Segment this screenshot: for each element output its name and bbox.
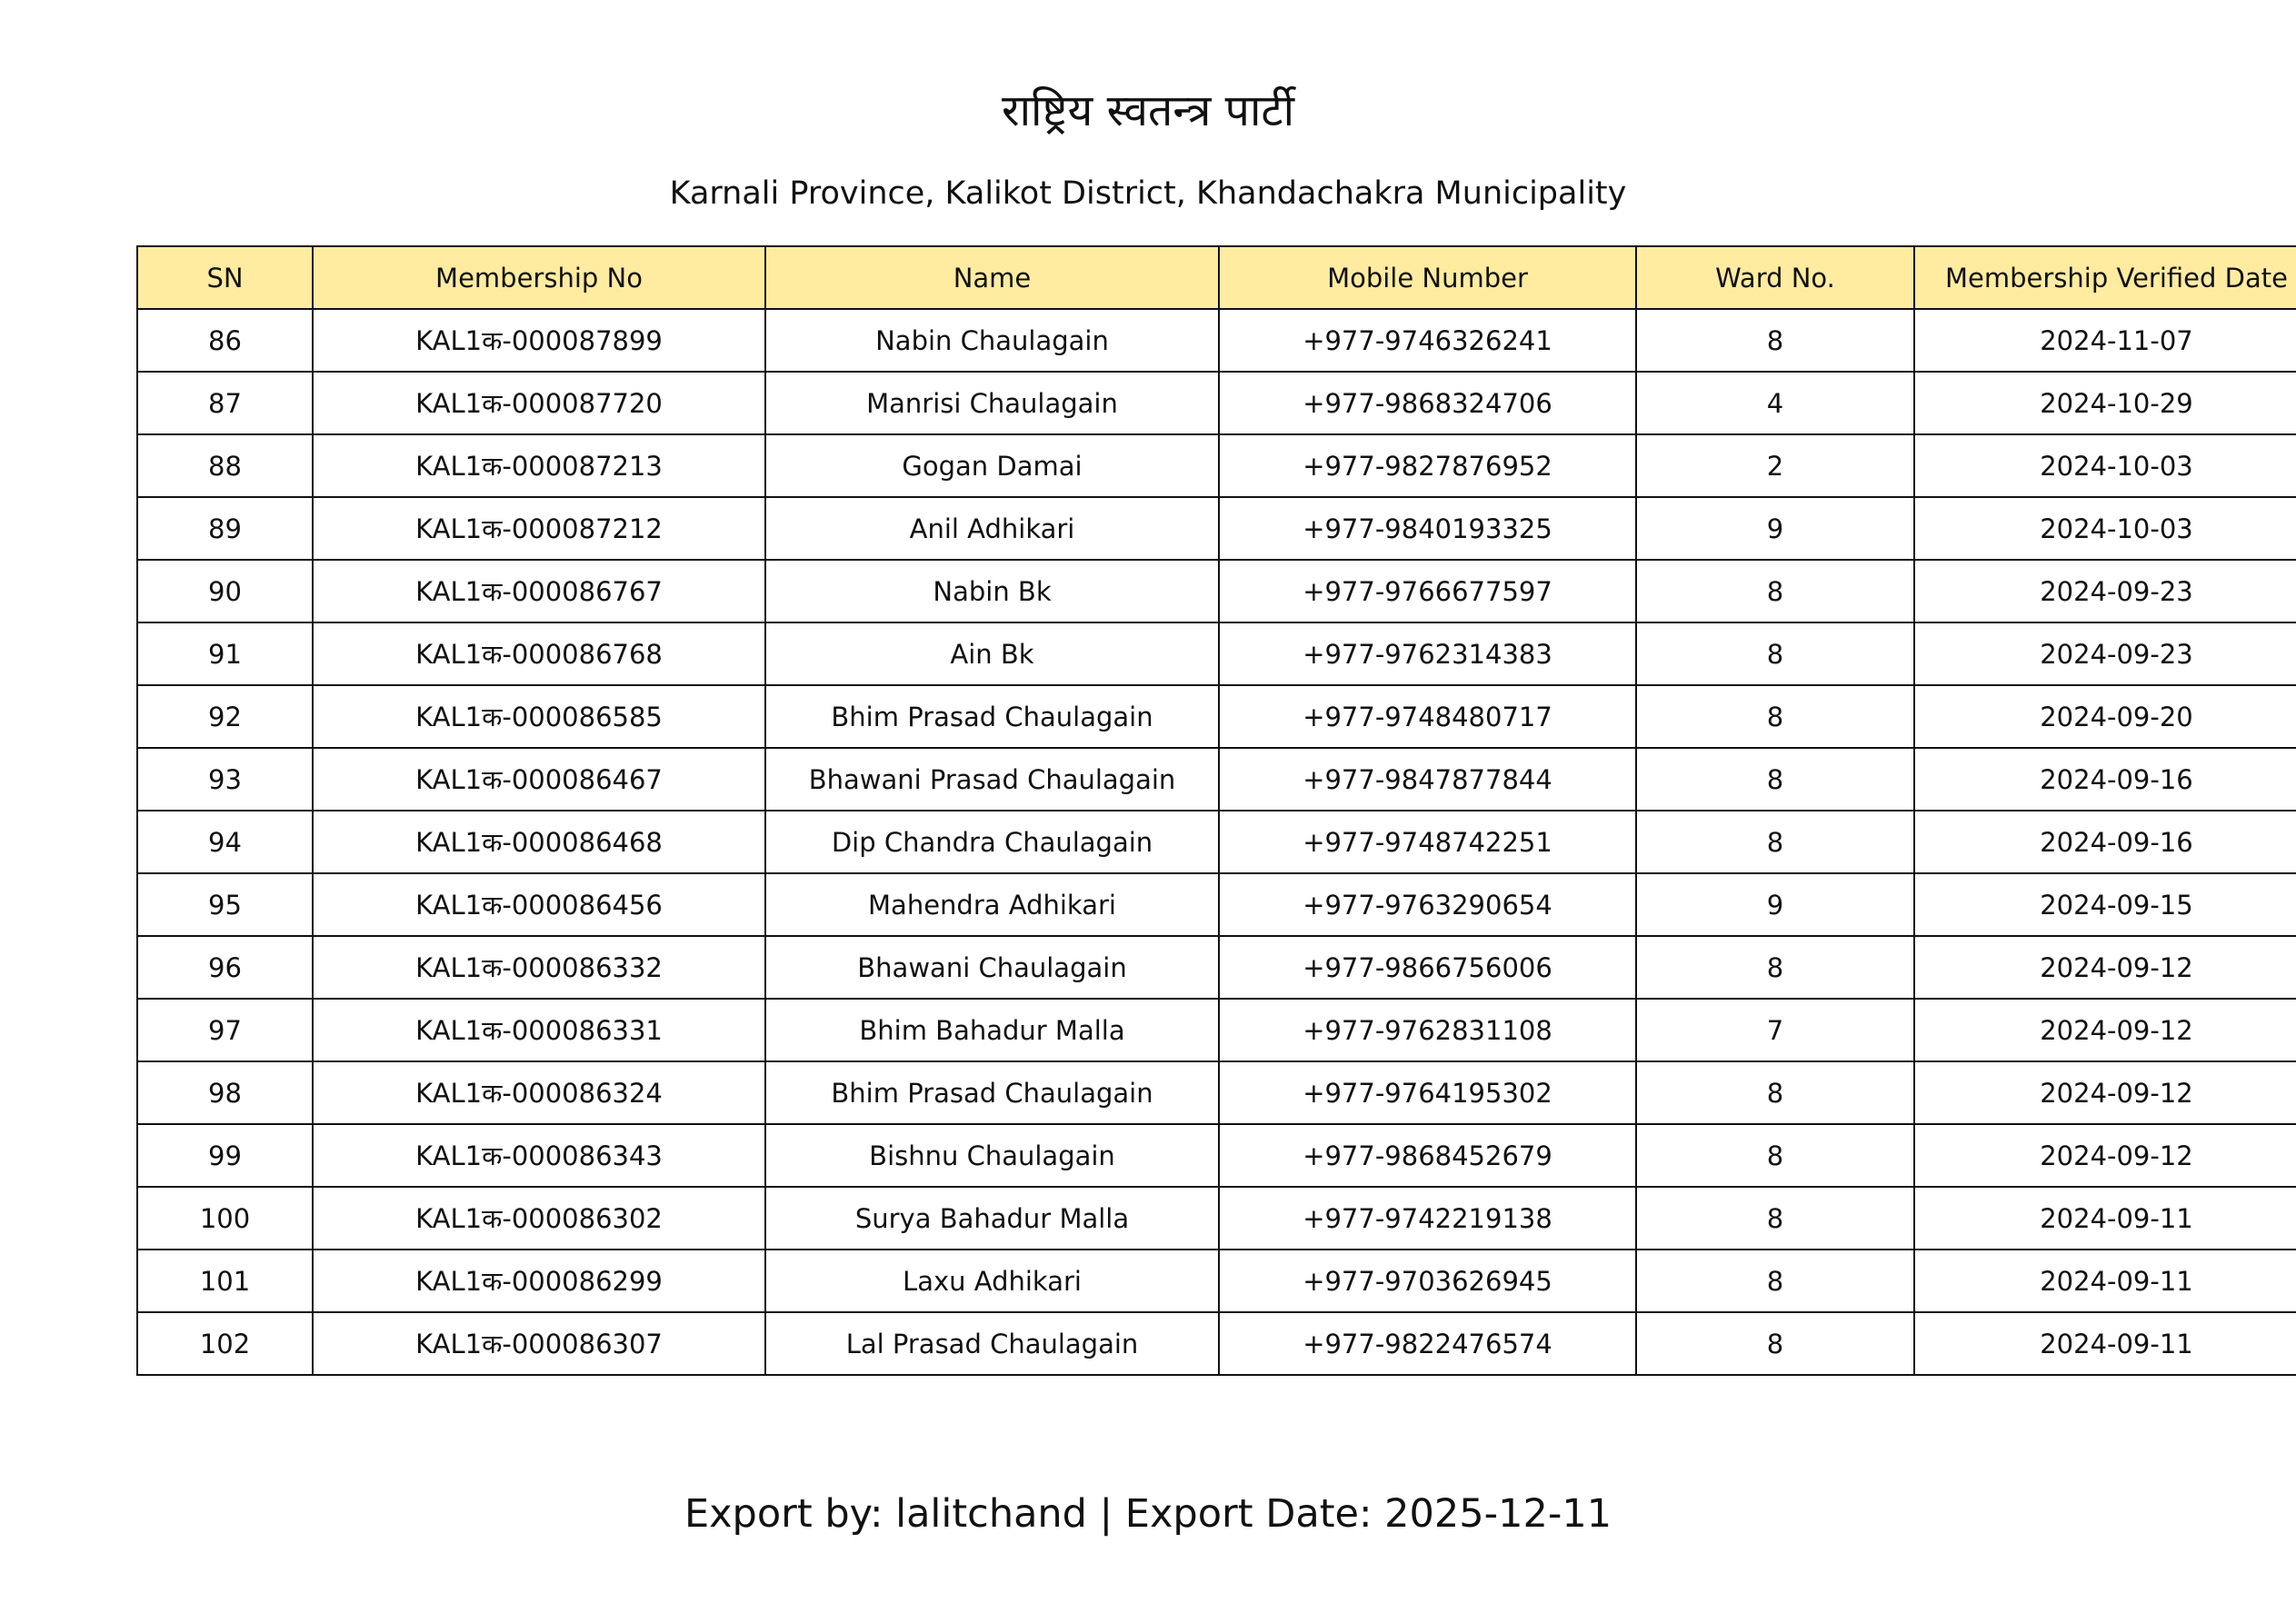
cell-membership-no: KAL1क-000087720 <box>313 372 765 434</box>
cell-mobile-number: +977-9762831108 <box>1219 999 1636 1061</box>
cell-verified-date: 2024-09-15 <box>1914 873 2296 936</box>
cell-verified-date: 2024-09-12 <box>1914 936 2296 999</box>
cell-name: Bhawani Chaulagain <box>765 936 1219 999</box>
cell-mobile-number: +977-9866756006 <box>1219 936 1636 999</box>
cell-ward-no: 7 <box>1636 999 1914 1061</box>
cell-mobile-number: +977-9847877844 <box>1219 748 1636 811</box>
cell-mobile-number: +977-9764195302 <box>1219 1061 1636 1124</box>
cell-sn: 90 <box>137 560 313 622</box>
cell-ward-no: 9 <box>1636 873 1914 936</box>
cell-mobile-number: +977-9827876952 <box>1219 434 1636 497</box>
cell-name: Bishnu Chaulagain <box>765 1124 1219 1187</box>
table-row <box>137 309 2296 372</box>
cell-name: Lal Prasad Chaulagain <box>765 1312 1219 1375</box>
cell-mobile-number: +977-9868452679 <box>1219 1124 1636 1187</box>
column-header-ward-no: Ward No. <box>1636 246 1914 309</box>
cell-mobile-number: +977-9822476574 <box>1219 1312 1636 1375</box>
table-row <box>137 1124 2296 1187</box>
cell-membership-no: KAL1क-000086467 <box>313 748 765 811</box>
table-row <box>137 560 2296 622</box>
cell-verified-date: 2024-09-16 <box>1914 811 2296 873</box>
cell-mobile-number: +977-9766677597 <box>1219 560 1636 622</box>
cell-sn: 99 <box>137 1124 313 1187</box>
column-header-sn: SN <box>137 246 313 309</box>
members-table <box>136 245 2296 1376</box>
table-body <box>137 309 2296 1375</box>
cell-name: Nabin Chaulagain <box>765 309 1219 372</box>
cell-verified-date: 2024-09-11 <box>1914 1187 2296 1250</box>
cell-name: Bhim Prasad Chaulagain <box>765 1061 1219 1124</box>
table-row <box>137 497 2296 560</box>
cell-verified-date: 2024-09-12 <box>1914 1124 2296 1187</box>
table-header-row <box>137 246 2296 309</box>
cell-ward-no: 8 <box>1636 1312 1914 1375</box>
cell-verified-date: 2024-09-11 <box>1914 1312 2296 1375</box>
table-row <box>137 1312 2296 1375</box>
cell-membership-no: KAL1क-000086332 <box>313 936 765 999</box>
table-row <box>137 873 2296 936</box>
page-subtitle: Karnali Province, Kalikot District, Khandachakra Municipality <box>669 175 1627 212</box>
cell-membership-no: KAL1क-000086767 <box>313 560 765 622</box>
column-header-name: Name <box>765 246 1219 309</box>
cell-membership-no: KAL1क-000087899 <box>313 309 765 372</box>
cell-mobile-number: +977-9746326241 <box>1219 309 1636 372</box>
cell-ward-no: 8 <box>1636 1124 1914 1187</box>
table-row <box>137 1250 2296 1312</box>
cell-mobile-number: +977-9840193325 <box>1219 497 1636 560</box>
cell-sn: 100 <box>137 1187 313 1250</box>
cell-name: Nabin Bk <box>765 560 1219 622</box>
cell-verified-date: 2024-09-16 <box>1914 748 2296 811</box>
cell-verified-date: 2024-11-07 <box>1914 309 2296 372</box>
cell-ward-no: 2 <box>1636 434 1914 497</box>
cell-verified-date: 2024-09-12 <box>1914 1061 2296 1124</box>
cell-name: Ain Bk <box>765 622 1219 685</box>
cell-sn: 102 <box>137 1312 313 1375</box>
cell-sn: 98 <box>137 1061 313 1124</box>
cell-verified-date: 2024-09-12 <box>1914 999 2296 1061</box>
cell-name: Bhim Prasad Chaulagain <box>765 685 1219 748</box>
cell-membership-no: KAL1क-000086468 <box>313 811 765 873</box>
cell-mobile-number: +977-9762314383 <box>1219 622 1636 685</box>
cell-membership-no: KAL1क-000086302 <box>313 1187 765 1250</box>
cell-name: Anil Adhikari <box>765 497 1219 560</box>
cell-name: Mahendra Adhikari <box>765 873 1219 936</box>
column-header-membership-no: Membership No <box>313 246 765 309</box>
page-title: राष्ट्रिय स्वतन्त्र पार्टी <box>1001 85 1295 136</box>
cell-membership-no: KAL1क-000086331 <box>313 999 765 1061</box>
cell-name: Gogan Damai <box>765 434 1219 497</box>
cell-verified-date: 2024-10-03 <box>1914 434 2296 497</box>
cell-ward-no: 8 <box>1636 560 1914 622</box>
cell-sn: 89 <box>137 497 313 560</box>
cell-membership-no: KAL1क-000086456 <box>313 873 765 936</box>
cell-ward-no: 8 <box>1636 1250 1914 1312</box>
cell-verified-date: 2024-09-20 <box>1914 685 2296 748</box>
cell-mobile-number: +977-9742219138 <box>1219 1187 1636 1250</box>
table-row <box>137 811 2296 873</box>
cell-membership-no: KAL1क-000086343 <box>313 1124 765 1187</box>
cell-mobile-number: +977-9748742251 <box>1219 811 1636 873</box>
cell-verified-date: 2024-10-29 <box>1914 372 2296 434</box>
cell-mobile-number: +977-9868324706 <box>1219 372 1636 434</box>
column-header-verified-date: Membership Verified Date <box>1914 246 2296 309</box>
cell-membership-no: KAL1क-000087213 <box>313 434 765 497</box>
cell-ward-no: 8 <box>1636 309 1914 372</box>
cell-sn: 86 <box>137 309 313 372</box>
cell-name: Manrisi Chaulagain <box>765 372 1219 434</box>
cell-ward-no: 8 <box>1636 622 1914 685</box>
table-row <box>137 685 2296 748</box>
cell-verified-date: 2024-10-03 <box>1914 497 2296 560</box>
table-row <box>137 622 2296 685</box>
cell-verified-date: 2024-09-23 <box>1914 622 2296 685</box>
cell-mobile-number: +977-9763290654 <box>1219 873 1636 936</box>
cell-membership-no: KAL1क-000086585 <box>313 685 765 748</box>
cell-mobile-number: +977-9703626945 <box>1219 1250 1636 1312</box>
cell-sn: 88 <box>137 434 313 497</box>
cell-membership-no: KAL1क-000086324 <box>313 1061 765 1124</box>
cell-verified-date: 2024-09-11 <box>1914 1250 2296 1312</box>
cell-verified-date: 2024-09-23 <box>1914 560 2296 622</box>
cell-membership-no: KAL1क-000087212 <box>313 497 765 560</box>
cell-sn: 97 <box>137 999 313 1061</box>
cell-membership-no: KAL1क-000086307 <box>313 1312 765 1375</box>
cell-sn: 94 <box>137 811 313 873</box>
cell-ward-no: 8 <box>1636 811 1914 873</box>
table-row <box>137 1187 2296 1250</box>
cell-membership-no: KAL1क-000086299 <box>313 1250 765 1312</box>
cell-name: Surya Bahadur Malla <box>765 1187 1219 1250</box>
cell-sn: 92 <box>137 685 313 748</box>
cell-ward-no: 8 <box>1636 1061 1914 1124</box>
cell-sn: 91 <box>137 622 313 685</box>
table-row <box>137 748 2296 811</box>
column-header-mobile-number: Mobile Number <box>1219 246 1636 309</box>
cell-ward-no: 9 <box>1636 497 1914 560</box>
cell-name: Laxu Adhikari <box>765 1250 1219 1312</box>
cell-name: Bhawani Prasad Chaulagain <box>765 748 1219 811</box>
cell-mobile-number: +977-9748480717 <box>1219 685 1636 748</box>
table-row <box>137 936 2296 999</box>
cell-ward-no: 4 <box>1636 372 1914 434</box>
table-row <box>137 1061 2296 1124</box>
cell-membership-no: KAL1क-000086768 <box>313 622 765 685</box>
cell-ward-no: 8 <box>1636 1187 1914 1250</box>
cell-sn: 87 <box>137 372 313 434</box>
export-footer: Export by: lalitchand | Export Date: 2025-12-11 <box>684 1491 1612 1537</box>
table-row <box>137 434 2296 497</box>
cell-sn: 93 <box>137 748 313 811</box>
cell-sn: 101 <box>137 1250 313 1312</box>
cell-sn: 96 <box>137 936 313 999</box>
cell-ward-no: 8 <box>1636 685 1914 748</box>
cell-name: Bhim Bahadur Malla <box>765 999 1219 1061</box>
cell-ward-no: 8 <box>1636 748 1914 811</box>
cell-sn: 95 <box>137 873 313 936</box>
table-row <box>137 372 2296 434</box>
members-table-container <box>136 245 2296 1376</box>
cell-ward-no: 8 <box>1636 936 1914 999</box>
cell-name: Dip Chandra Chaulagain <box>765 811 1219 873</box>
table-row <box>137 999 2296 1061</box>
